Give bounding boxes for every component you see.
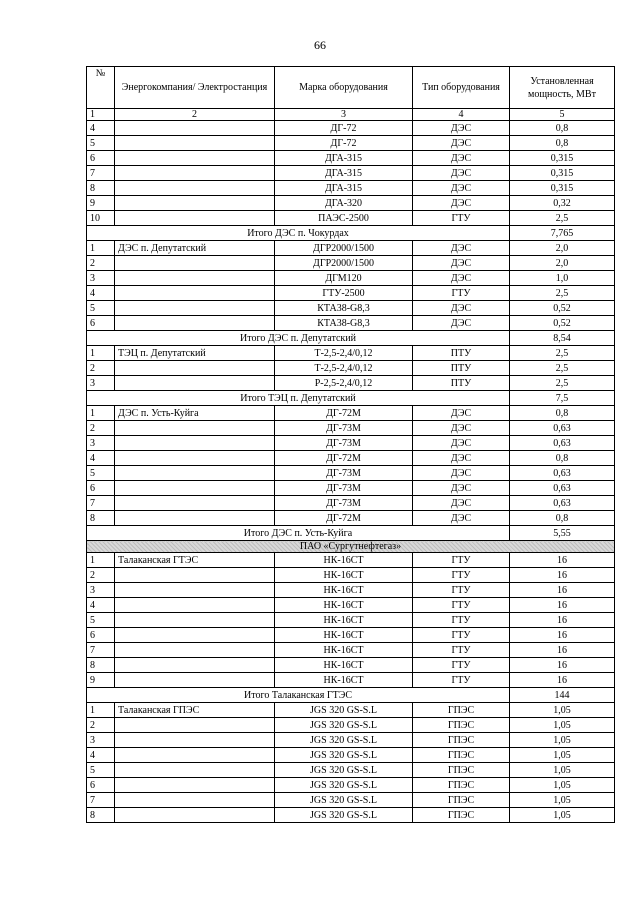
power-cell: 1,05 xyxy=(510,793,615,808)
table-row xyxy=(87,778,615,793)
power-cell: 0,63 xyxy=(510,496,615,511)
company-cell xyxy=(115,568,275,583)
company-cell xyxy=(115,466,275,481)
table-row xyxy=(87,733,615,748)
brand-cell: ДГА-315 xyxy=(275,151,413,166)
power-cell: 16 xyxy=(510,613,615,628)
power-cell: 0,8 xyxy=(510,406,615,421)
brand-cell: НК-16СТ xyxy=(275,598,413,613)
company-cell xyxy=(115,436,275,451)
brand-cell: ДГ-73М xyxy=(275,481,413,496)
company-cell xyxy=(115,598,275,613)
power-cell: 2,5 xyxy=(510,211,615,226)
table-row xyxy=(87,583,615,598)
row-number: 6 xyxy=(87,481,115,496)
type-cell: ГТУ xyxy=(413,553,510,568)
power-cell: 16 xyxy=(510,643,615,658)
company-cell xyxy=(115,778,275,793)
table-row xyxy=(87,613,615,628)
row-number: 2 xyxy=(87,568,115,583)
type-cell: ГПЭС xyxy=(413,748,510,763)
type-cell: ГТУ xyxy=(413,673,510,688)
row-number: 1 xyxy=(87,241,115,256)
page-number: 66 xyxy=(314,38,326,52)
header-brand: Марка оборудования xyxy=(275,67,413,109)
power-cell: 2,5 xyxy=(510,346,615,361)
type-cell: ГПЭС xyxy=(413,793,510,808)
row-number: 8 xyxy=(87,511,115,526)
table-row xyxy=(87,346,615,361)
row-number: 6 xyxy=(87,316,115,331)
row-number: 3 xyxy=(87,583,115,598)
type-cell: ГТУ xyxy=(413,613,510,628)
brand-cell: НК-16СТ xyxy=(275,658,413,673)
power-cell: 1,05 xyxy=(510,718,615,733)
row-number: 7 xyxy=(87,166,115,181)
power-cell: 0,8 xyxy=(510,451,615,466)
power-cell: 0,63 xyxy=(510,466,615,481)
table-row xyxy=(87,763,615,778)
subtotal-label: Итого Талаканская ГТЭС xyxy=(87,688,510,703)
row-number: 3 xyxy=(87,733,115,748)
subtotal-label: Итого ТЭЦ п. Депутатский xyxy=(87,391,510,406)
table-row xyxy=(87,553,615,568)
type-cell: ГПЭС xyxy=(413,718,510,733)
company-cell: ДЭС п. Депутатский xyxy=(115,241,275,256)
subtotal-row xyxy=(87,331,615,346)
company-cell xyxy=(115,643,275,658)
table-row xyxy=(87,628,615,643)
column-index: 3 xyxy=(275,109,413,121)
brand-cell: НК-16СТ xyxy=(275,673,413,688)
table-row xyxy=(87,196,615,211)
row-number: 7 xyxy=(87,496,115,511)
type-cell: ДЭС xyxy=(413,241,510,256)
type-cell: ГТУ xyxy=(413,583,510,598)
company-cell xyxy=(115,496,275,511)
subtotal-row xyxy=(87,391,615,406)
company-cell xyxy=(115,583,275,598)
row-number: 2 xyxy=(87,361,115,376)
row-number: 6 xyxy=(87,628,115,643)
type-cell: ГПЭС xyxy=(413,763,510,778)
table-row xyxy=(87,511,615,526)
subtotal-power: 8,54 xyxy=(510,331,615,346)
power-cell: 2,0 xyxy=(510,256,615,271)
company-cell xyxy=(115,151,275,166)
brand-cell: JGS 320 GS-S.L xyxy=(275,718,413,733)
company-cell xyxy=(115,181,275,196)
brand-cell: ДГР2000/1500 xyxy=(275,241,413,256)
company-cell: ДЭС п. Усть-Куйга xyxy=(115,406,275,421)
table-row xyxy=(87,598,615,613)
power-cell: 0,52 xyxy=(510,301,615,316)
table-row xyxy=(87,361,615,376)
company-cell: ТЭЦ п. Депутатский xyxy=(115,346,275,361)
table-row xyxy=(87,136,615,151)
table-row xyxy=(87,496,615,511)
brand-cell: ДГР2000/1500 xyxy=(275,256,413,271)
type-cell: ГТУ xyxy=(413,643,510,658)
equipment-table xyxy=(86,66,615,823)
row-number: 4 xyxy=(87,286,115,301)
row-number: 5 xyxy=(87,301,115,316)
company-cell xyxy=(115,793,275,808)
brand-cell: ДГА-315 xyxy=(275,181,413,196)
brand-cell: ДГА-315 xyxy=(275,166,413,181)
power-cell: 1,05 xyxy=(510,748,615,763)
table-row xyxy=(87,301,615,316)
subtotal-label: Итого ДЭС п. Депутатский xyxy=(87,331,510,346)
brand-cell: JGS 320 GS-S.L xyxy=(275,778,413,793)
company-cell xyxy=(115,196,275,211)
row-number: 1 xyxy=(87,703,115,718)
row-number: 5 xyxy=(87,136,115,151)
row-number: 6 xyxy=(87,151,115,166)
brand-cell: JGS 320 GS-S.L xyxy=(275,748,413,763)
brand-cell: JGS 320 GS-S.L xyxy=(275,808,413,823)
power-cell: 1,05 xyxy=(510,808,615,823)
table-row xyxy=(87,241,615,256)
column-index: 4 xyxy=(413,109,510,121)
company-cell xyxy=(115,271,275,286)
row-number: 3 xyxy=(87,271,115,286)
table-row xyxy=(87,406,615,421)
row-number: 4 xyxy=(87,748,115,763)
power-cell: 0,63 xyxy=(510,421,615,436)
type-cell: ГПЭС xyxy=(413,778,510,793)
type-cell: ДЭС xyxy=(413,406,510,421)
subtotal-power: 5,55 xyxy=(510,526,615,541)
row-number: 1 xyxy=(87,553,115,568)
header-power: Установленная мощность, МВт xyxy=(510,67,615,109)
table-row xyxy=(87,151,615,166)
power-cell: 1,05 xyxy=(510,733,615,748)
type-cell: ГТУ xyxy=(413,286,510,301)
power-cell: 0,8 xyxy=(510,121,615,136)
table-row xyxy=(87,748,615,763)
brand-cell: КТА38-G8,3 xyxy=(275,316,413,331)
brand-cell: ДГ-72 xyxy=(275,136,413,151)
company-cell xyxy=(115,673,275,688)
type-cell: ДЭС xyxy=(413,151,510,166)
company-cell xyxy=(115,511,275,526)
power-cell: 0,8 xyxy=(510,511,615,526)
company-cell xyxy=(115,286,275,301)
company-cell xyxy=(115,211,275,226)
power-cell: 0,32 xyxy=(510,196,615,211)
brand-cell: НК-16СТ xyxy=(275,643,413,658)
row-number: 3 xyxy=(87,376,115,391)
row-number: 2 xyxy=(87,256,115,271)
subtotal-label: Итого ДЭС п. Усть-Куйга xyxy=(87,526,510,541)
company-cell xyxy=(115,481,275,496)
company-cell xyxy=(115,628,275,643)
row-number: 5 xyxy=(87,763,115,778)
power-cell: 2,5 xyxy=(510,376,615,391)
table-row xyxy=(87,421,615,436)
power-cell: 16 xyxy=(510,598,615,613)
brand-cell: ДГ-72 xyxy=(275,121,413,136)
company-cell xyxy=(115,256,275,271)
row-number: 8 xyxy=(87,658,115,673)
brand-cell: JGS 320 GS-S.L xyxy=(275,763,413,778)
company-cell xyxy=(115,733,275,748)
brand-cell: НК-16СТ xyxy=(275,628,413,643)
power-cell: 16 xyxy=(510,658,615,673)
section-label: ПАО «Сургутнефтегаз» xyxy=(87,541,615,553)
brand-cell: ДГ-73М xyxy=(275,436,413,451)
company-cell xyxy=(115,316,275,331)
type-cell: ДЭС xyxy=(413,481,510,496)
brand-cell: НК-16СТ xyxy=(275,583,413,598)
power-cell: 2,0 xyxy=(510,241,615,256)
company-cell xyxy=(115,451,275,466)
company-cell xyxy=(115,376,275,391)
brand-cell: ДГ-73М xyxy=(275,496,413,511)
row-number: 1 xyxy=(87,406,115,421)
type-cell: ПТУ xyxy=(413,376,510,391)
table-row xyxy=(87,673,615,688)
power-cell: 2,5 xyxy=(510,361,615,376)
row-number: 4 xyxy=(87,598,115,613)
table-header xyxy=(87,67,615,121)
brand-cell: Т-2,5-2,4/0,12 xyxy=(275,346,413,361)
row-number: 8 xyxy=(87,808,115,823)
company-cell xyxy=(115,166,275,181)
power-cell: 1,05 xyxy=(510,778,615,793)
brand-cell: НК-16СТ xyxy=(275,613,413,628)
power-cell: 16 xyxy=(510,628,615,643)
type-cell: ПТУ xyxy=(413,361,510,376)
company-cell xyxy=(115,613,275,628)
power-cell: 16 xyxy=(510,583,615,598)
type-cell: ГТУ xyxy=(413,658,510,673)
power-cell: 0,315 xyxy=(510,151,615,166)
power-cell: 0,315 xyxy=(510,181,615,196)
type-cell: ДЭС xyxy=(413,121,510,136)
type-cell: ДЭС xyxy=(413,496,510,511)
type-cell: ДЭС xyxy=(413,181,510,196)
type-cell: ГПЭС xyxy=(413,733,510,748)
column-index: 2 xyxy=(115,109,275,121)
subtotal-power: 7,765 xyxy=(510,226,615,241)
type-cell: ГТУ xyxy=(413,568,510,583)
row-number: 5 xyxy=(87,466,115,481)
type-cell: ДЭС xyxy=(413,301,510,316)
brand-cell: ДГ-72М xyxy=(275,451,413,466)
type-cell: ДЭС xyxy=(413,316,510,331)
brand-cell: НК-16СТ xyxy=(275,568,413,583)
table-row xyxy=(87,451,615,466)
table-row xyxy=(87,211,615,226)
type-cell: ДЭС xyxy=(413,256,510,271)
brand-cell: ДГМ120 xyxy=(275,271,413,286)
type-cell: ДЭС xyxy=(413,466,510,481)
company-cell xyxy=(115,361,275,376)
brand-cell: ДГ-73М xyxy=(275,466,413,481)
brand-cell: НК-16СТ xyxy=(275,553,413,568)
table-row xyxy=(87,466,615,481)
row-number: 6 xyxy=(87,778,115,793)
header-num: № xyxy=(87,67,115,109)
brand-cell: Т-2,5-2,4/0,12 xyxy=(275,361,413,376)
column-index: 1 xyxy=(87,109,115,121)
power-cell: 16 xyxy=(510,568,615,583)
table-row xyxy=(87,181,615,196)
type-cell: ДЭС xyxy=(413,511,510,526)
table-row xyxy=(87,793,615,808)
row-number: 1 xyxy=(87,346,115,361)
type-cell: ДЭС xyxy=(413,271,510,286)
row-number: 8 xyxy=(87,181,115,196)
brand-cell: ДГА-320 xyxy=(275,196,413,211)
company-cell xyxy=(115,658,275,673)
table-row xyxy=(87,703,615,718)
type-cell: ПТУ xyxy=(413,346,510,361)
power-cell: 1,0 xyxy=(510,271,615,286)
company-cell xyxy=(115,763,275,778)
power-cell: 0,8 xyxy=(510,136,615,151)
row-number: 10 xyxy=(87,211,115,226)
company-cell xyxy=(115,136,275,151)
type-cell: ДЭС xyxy=(413,136,510,151)
row-number: 3 xyxy=(87,436,115,451)
column-index: 5 xyxy=(510,109,615,121)
column-index-row xyxy=(87,109,615,121)
brand-cell: ПАЭС-2500 xyxy=(275,211,413,226)
table-row xyxy=(87,658,615,673)
power-cell: 0,52 xyxy=(510,316,615,331)
type-cell: ДЭС xyxy=(413,436,510,451)
row-number: 5 xyxy=(87,613,115,628)
table-row xyxy=(87,166,615,181)
brand-cell: JGS 320 GS-S.L xyxy=(275,733,413,748)
company-cell: Талаканская ГПЭС xyxy=(115,703,275,718)
table-row xyxy=(87,808,615,823)
power-cell: 0,63 xyxy=(510,481,615,496)
row-number: 9 xyxy=(87,196,115,211)
type-cell: ДЭС xyxy=(413,421,510,436)
brand-cell: JGS 320 GS-S.L xyxy=(275,703,413,718)
company-cell xyxy=(115,748,275,763)
section-row xyxy=(87,541,615,553)
type-cell: ГПЭС xyxy=(413,703,510,718)
brand-cell: КТА38-G8,3 xyxy=(275,301,413,316)
power-cell: 1,05 xyxy=(510,763,615,778)
type-cell: ГПЭС xyxy=(413,808,510,823)
table-body xyxy=(87,121,615,823)
type-cell: ГТУ xyxy=(413,211,510,226)
type-cell: ДЭС xyxy=(413,196,510,211)
company-cell: Талаканская ГТЭС xyxy=(115,553,275,568)
company-cell xyxy=(115,808,275,823)
company-cell xyxy=(115,421,275,436)
subtotal-row xyxy=(87,226,615,241)
table-row xyxy=(87,718,615,733)
row-number: 4 xyxy=(87,121,115,136)
subtotal-label: Итого ДЭС п. Чокурдах xyxy=(87,226,510,241)
brand-cell: ДГ-72М xyxy=(275,406,413,421)
power-cell: 0,63 xyxy=(510,436,615,451)
power-cell: 1,05 xyxy=(510,703,615,718)
subtotal-power: 144 xyxy=(510,688,615,703)
table-row xyxy=(87,316,615,331)
table-row xyxy=(87,436,615,451)
row-number: 7 xyxy=(87,643,115,658)
type-cell: ГТУ xyxy=(413,598,510,613)
subtotal-row xyxy=(87,688,615,703)
row-number: 4 xyxy=(87,451,115,466)
row-number: 2 xyxy=(87,421,115,436)
row-number: 9 xyxy=(87,673,115,688)
power-cell: 2,5 xyxy=(510,286,615,301)
table-row xyxy=(87,256,615,271)
company-cell xyxy=(115,301,275,316)
table-row xyxy=(87,481,615,496)
brand-cell: ДГ-73М xyxy=(275,421,413,436)
table-row xyxy=(87,121,615,136)
table-row xyxy=(87,286,615,301)
header-type: Тип оборудования xyxy=(413,67,510,109)
table-row xyxy=(87,271,615,286)
row-number: 7 xyxy=(87,793,115,808)
table-row xyxy=(87,643,615,658)
subtotal-power: 7,5 xyxy=(510,391,615,406)
row-number: 2 xyxy=(87,718,115,733)
power-cell: 16 xyxy=(510,673,615,688)
subtotal-row xyxy=(87,526,615,541)
power-cell: 0,315 xyxy=(510,166,615,181)
company-cell xyxy=(115,718,275,733)
brand-cell: ДГ-72М xyxy=(275,511,413,526)
type-cell: ГТУ xyxy=(413,628,510,643)
power-cell: 16 xyxy=(510,553,615,568)
brand-cell: JGS 320 GS-S.L xyxy=(275,793,413,808)
company-cell xyxy=(115,121,275,136)
table-row xyxy=(87,376,615,391)
header-company: Энергокомпания/ Электростанция xyxy=(115,67,275,109)
type-cell: ДЭС xyxy=(413,451,510,466)
table-row xyxy=(87,568,615,583)
brand-cell: Р-2,5-2,4/0,12 xyxy=(275,376,413,391)
brand-cell: ГТУ-2500 xyxy=(275,286,413,301)
type-cell: ДЭС xyxy=(413,166,510,181)
